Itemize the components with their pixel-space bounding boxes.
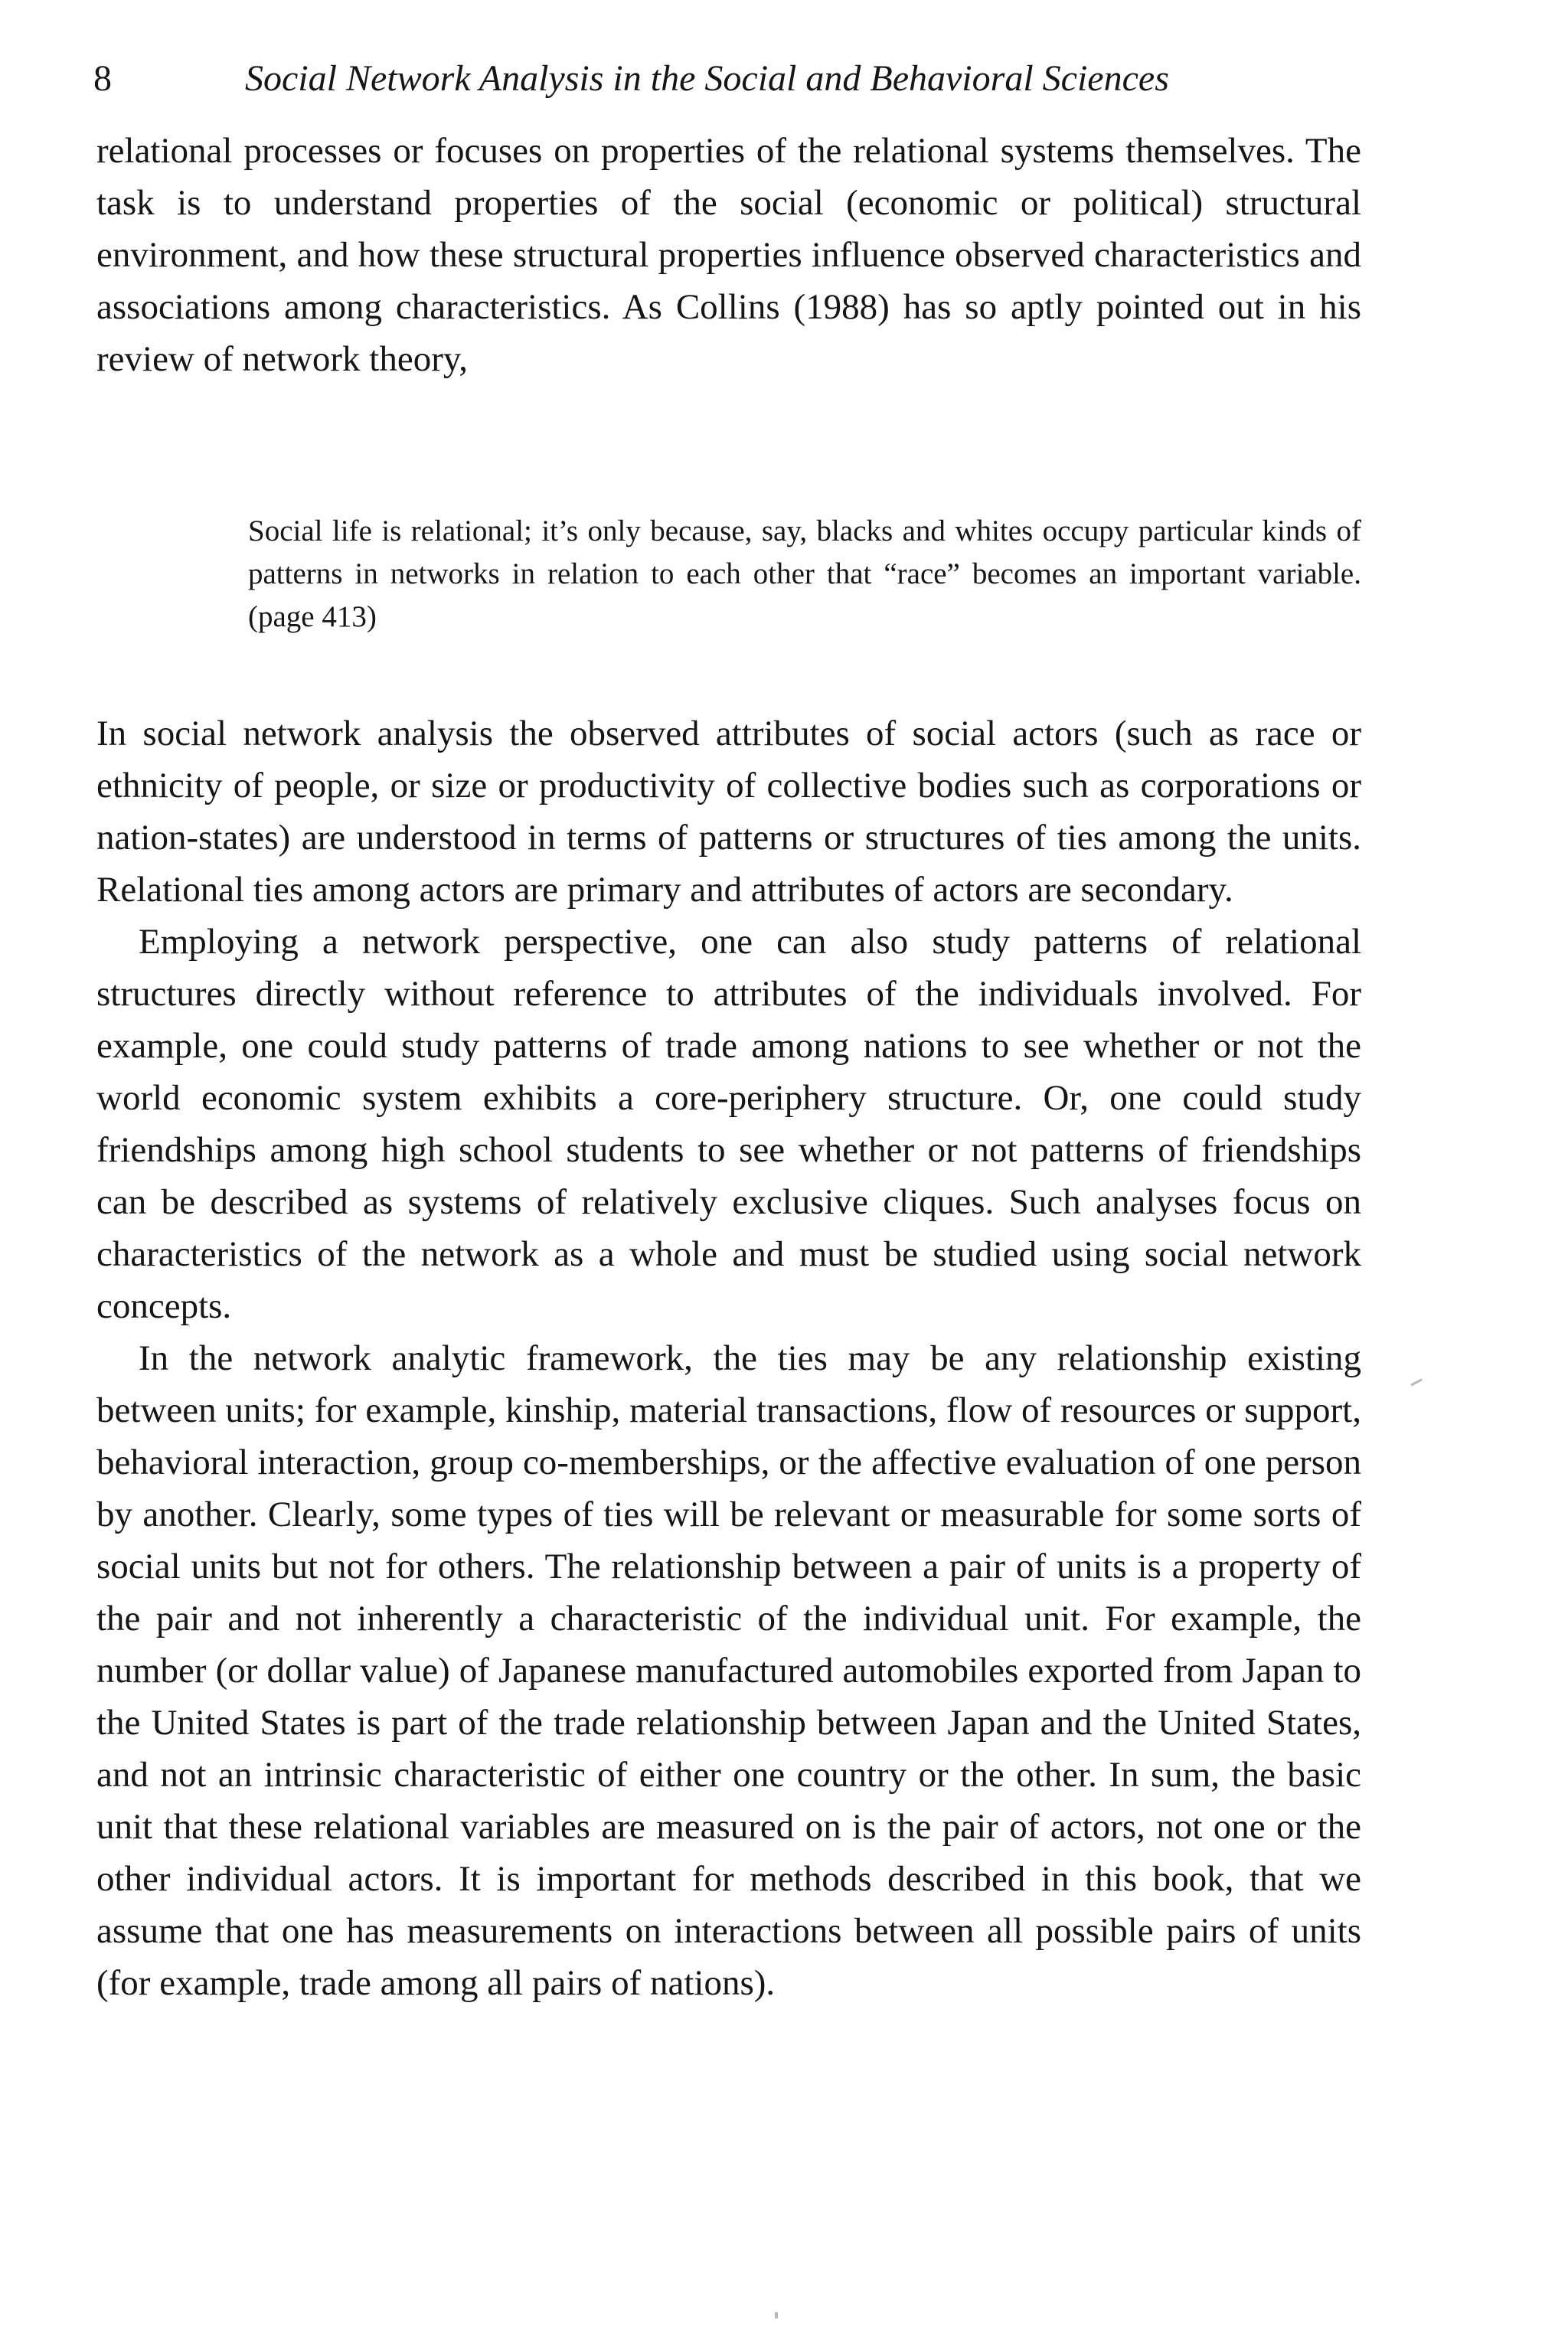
intro-paragraph: relational processes or focuses on properties of the relational systems themselves. The task is to understand properties of the social (economic or political) structural environment, and how these structural properties influence observed characteristics and associations among characteristics. As Collins (1988) has so aptly pointed out in his review of network theory,	[96, 131, 1361, 379]
page-number: 8	[93, 58, 112, 99]
scan-mark	[775, 2312, 778, 2318]
paragraph-1: In social network analysis the observed attributes of social actors (such as race or ethnicity of people, or size or productivity of collective bodies such as corporations or nation-states) are understood in terms of patterns or structures of ties among the units. Relational ties among actors are primary and attributes of actors are secondary.	[96, 714, 1361, 910]
running-title: Social Network Analysis in the Social and Behavioral Sciences	[245, 58, 1169, 99]
intro-text	[96, 125, 1361, 385]
page-header	[93, 52, 1364, 106]
scan-mark	[1410, 1378, 1423, 1386]
block-quote	[248, 510, 1361, 639]
body-text	[96, 707, 1361, 2009]
paragraph-2: Employing a network perspective, one can also study patterns of relational structures directly without reference to attributes of the individuals involved. For example, one could study patterns of trade among nations to see whether or not the world economic system exhibits a core-periphery structure. Or, one could study friendships among high school students to see whether or not patterns of friendships can be described as systems of relatively exclusive cliques. Such analyses focus on characteristics of the network as a whole and must be studied using social network concepts.	[96, 922, 1361, 1326]
block-quote-text: Social life is relational; it’s only because, say, blacks and whites occupy particular kinds of patterns in networks in relation to each other that “race” becomes an important variable. (page 413)	[248, 515, 1361, 633]
paragraph-3: In the network analytic framework, the ties may be any relationship existing between units; for example, kinship, material transactions, flow of resources or support, behavioral interaction, group co-memberships, or the affective evaluation of one person by another. Clearly, some types of ties will be relevant or measurable for some sorts of social units but not for others. The relationship between a pair of units is a property of the pair and not inherently a characteristic of the individual unit. For example, the number (or dollar value) of Japanese manufactured automobiles exported from Japan to the United States is part of the trade relationship between Japan and the United States, and not an intrinsic characteristic of either one country or the other. In sum, the basic unit that these relational variables are measured on is the pair of actors, not one or the other individual actors. It is important for methods described in this book, that we assume that one has measurements on interactions between all possible pairs of units (for example, trade among all pairs of nations).	[96, 1338, 1361, 2003]
